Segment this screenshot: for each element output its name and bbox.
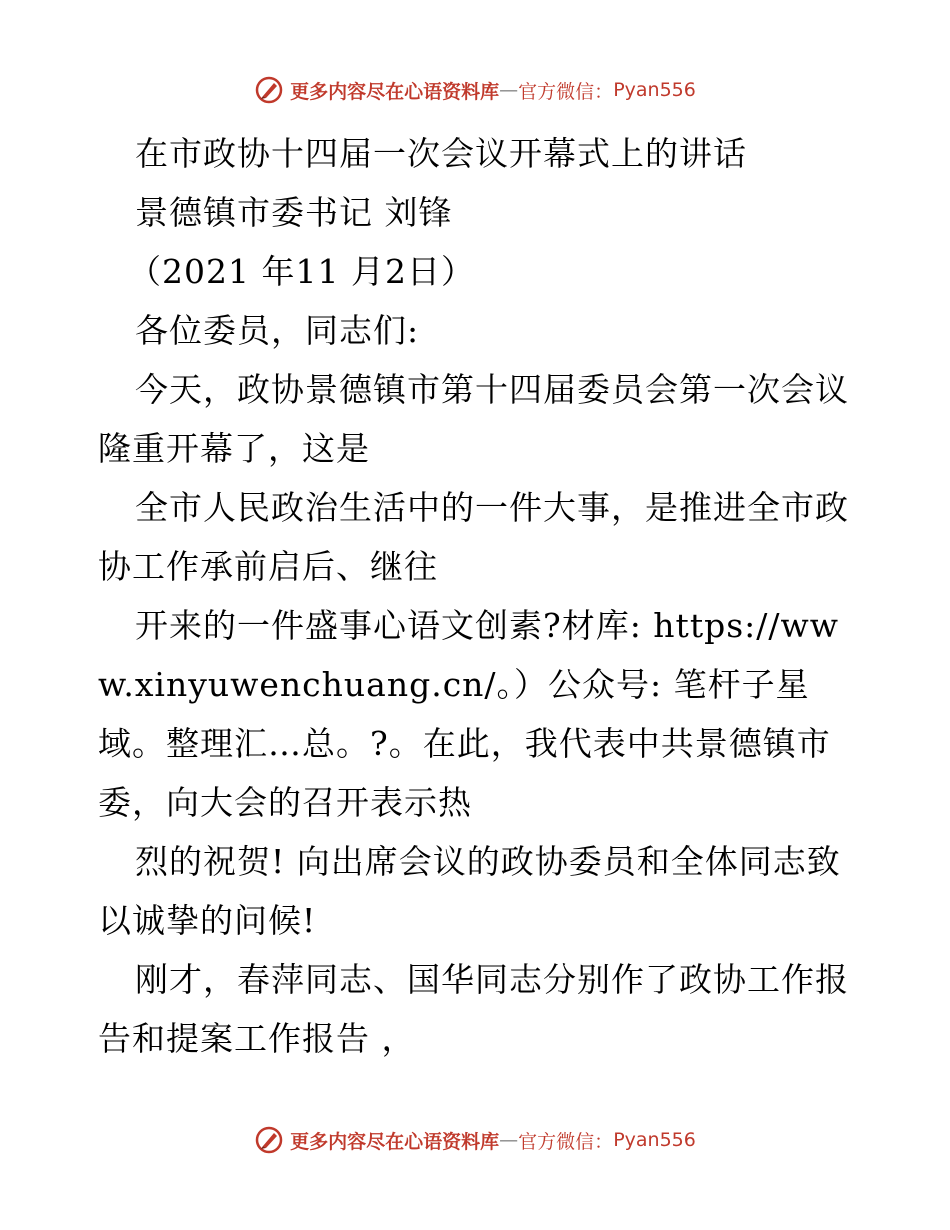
document-body — [98, 124, 858, 1068]
paragraph: 刚才，春萍同志、国华同志分别作了政协工作报告和提案工作报告 ， — [98, 960, 849, 1058]
pen-logo-icon — [254, 1125, 284, 1155]
header-dash: — — [499, 79, 519, 101]
document-date: （2021 年11 月2日） — [128, 252, 475, 291]
footer-lead-text: 更多内容尽在心语资料库 — [290, 1130, 500, 1153]
pen-logo-icon — [254, 75, 284, 105]
footer-account: Pyan556 — [613, 1129, 696, 1151]
footer-dash: — — [499, 1129, 519, 1151]
document-salutation: 各位委员，同志们: — [135, 311, 420, 350]
header-lead-text: 更多内容尽在心语资料库 — [290, 80, 500, 103]
footer-watermark — [0, 1120, 950, 1160]
paragraph: 开来的一件盛事心语文创素?材库: https://www.xinyuwenchuang.cn/。）公众号: 笔杆子星域。整理汇…总。?。在此，我代表中共景德镇市委，向大会的召开表示热 — [98, 606, 839, 822]
footer-wechat-label: 官方微信： — [518, 1130, 614, 1153]
paragraph: 今天，政协景德镇市第十四届委员会第一次会议隆重开幕了，这是 — [98, 370, 849, 468]
paragraph: 全市人民政治生活中的一件大事，是推进全市政协工作承前启后、继往 — [98, 488, 849, 586]
header-watermark — [0, 70, 950, 110]
document-author: 景德镇市委书记 刘锋 — [135, 193, 453, 232]
header-account: Pyan556 — [613, 79, 696, 101]
header-wechat-label: 官方微信： — [518, 80, 614, 103]
paragraph: 烈的祝贺! 向出席会议的政协委员和全体同志致以诚挚的问候! — [98, 842, 841, 940]
document-title: 在市政协十四届一次会议开幕式上的讲话 — [135, 134, 747, 173]
